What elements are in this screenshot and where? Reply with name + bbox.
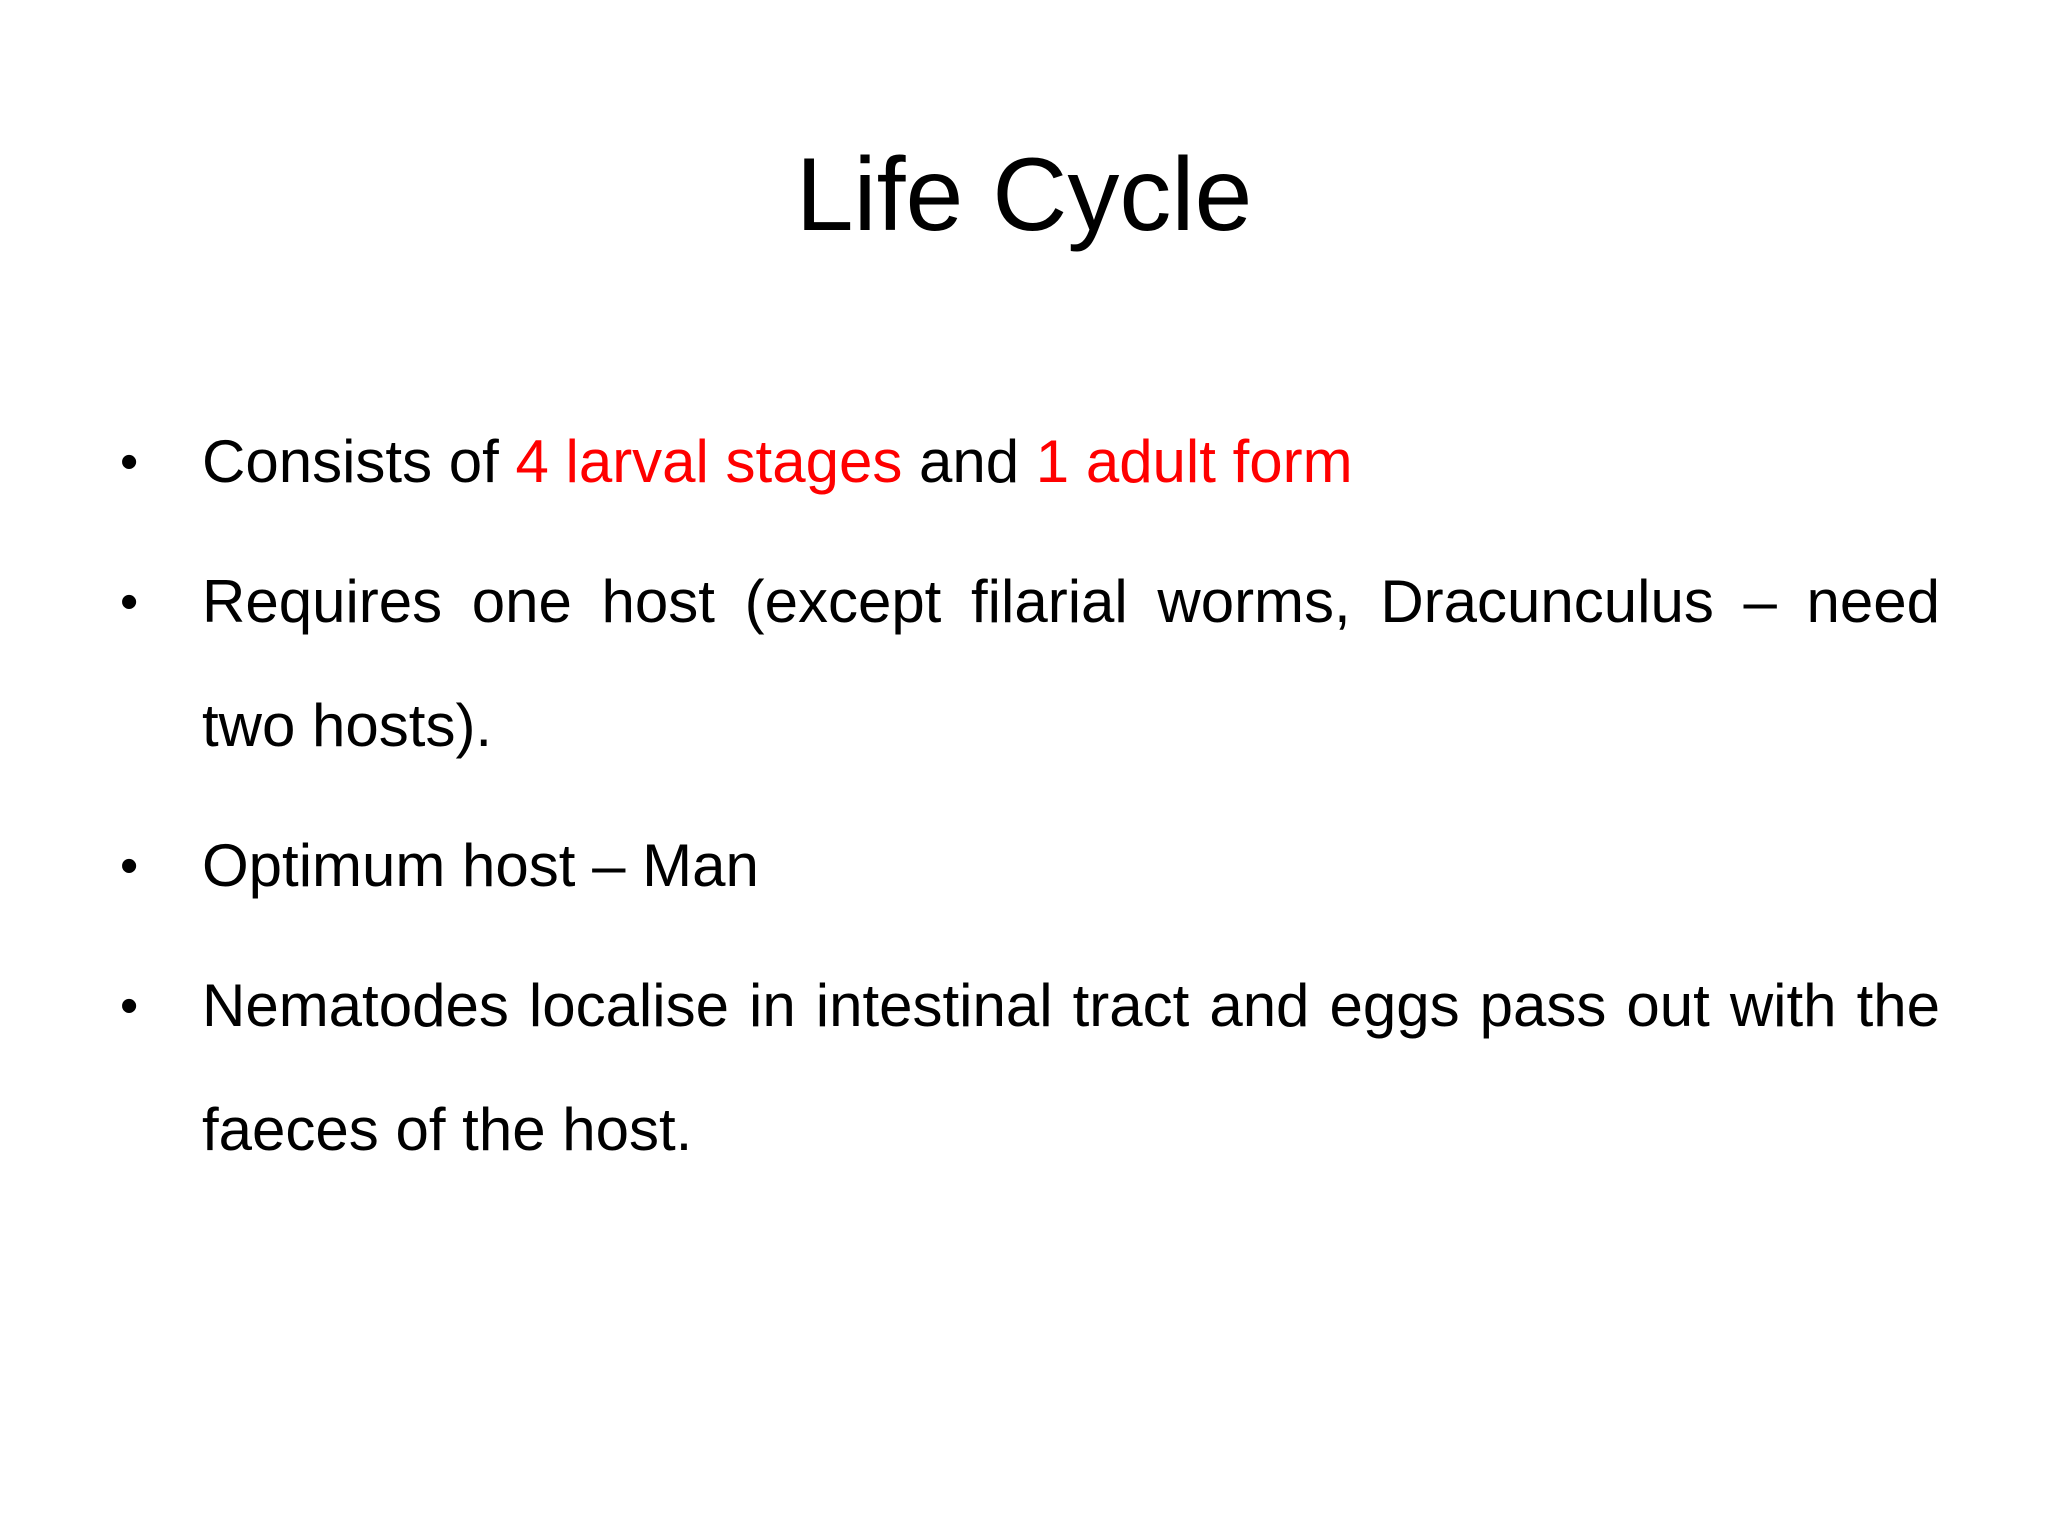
bullet-dot-icon: •	[120, 837, 139, 895]
bullet-dot-icon: •	[120, 977, 139, 1035]
bullet-text: Optimum host – Man	[202, 832, 759, 899]
bullet-text: Nematodes localise in intestinal tract and eggs pass out with the faeces of the host.	[202, 972, 1940, 1163]
bullet-dot-icon: •	[120, 573, 139, 631]
bullet-item-hosts	[120, 540, 1940, 788]
highlight-adult-form: 1 adult form	[1035, 428, 1353, 495]
bullet-dot-icon: •	[120, 433, 139, 491]
bullet-text: Consists of	[202, 428, 516, 495]
bullet-item-larval-stages	[120, 400, 1940, 524]
bullet-item-optimum-host	[120, 804, 1940, 928]
bullet-item-nematodes	[120, 944, 1940, 1192]
bullet-text: Requires one host (except filarial worms, Dracunculus – need two hosts).	[202, 568, 1940, 759]
slide-title: Life Cycle	[795, 137, 1253, 253]
bullet-list	[120, 400, 1940, 1208]
highlight-larval-stages: 4 larval stages	[515, 428, 903, 495]
bullet-text: and	[902, 428, 1036, 495]
